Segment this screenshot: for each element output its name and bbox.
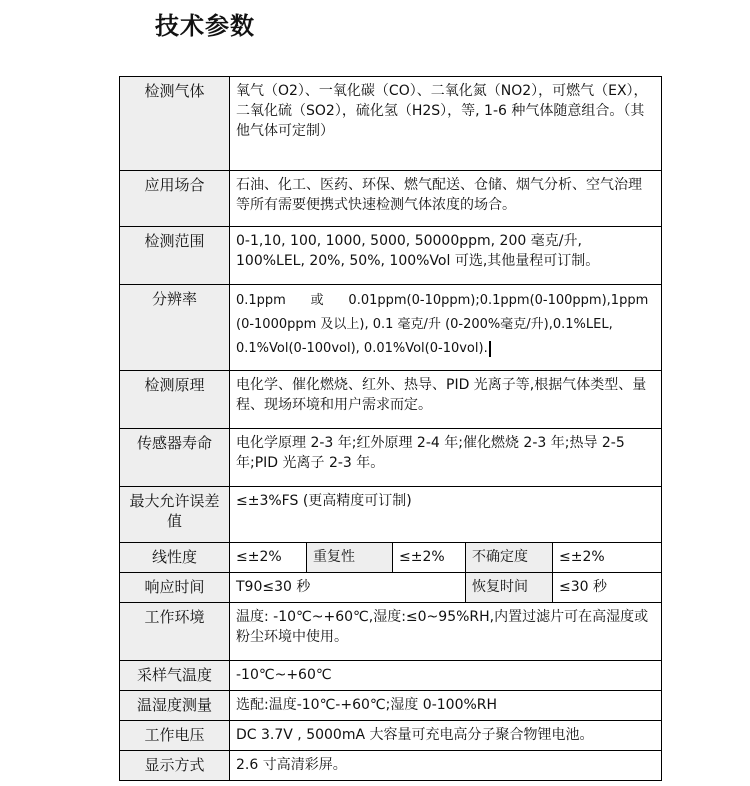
uncertainty-label: 不确定度: [466, 543, 553, 573]
row-label: 最大允许误差值: [120, 487, 230, 543]
row-label: 工作电压: [120, 721, 230, 751]
resolution-line-3: [236, 337, 655, 361]
row-value: T90≤30 秒: [230, 573, 466, 603]
row-label: 显示方式: [120, 751, 230, 781]
row-value: 电化学原理 2-3 年;红外原理 2-4 年;催化燃烧 2-3 年;热导 2-5 年;PID 光离子 2-3 年。: [230, 429, 662, 487]
table-row: [120, 543, 662, 573]
recovery-label: 恢复时间: [466, 573, 553, 603]
row-label: 线性度: [120, 543, 230, 573]
spec-table: [119, 76, 662, 781]
row-label: 检测范围: [120, 227, 230, 285]
table-row: [120, 227, 662, 285]
row-value: -10℃~+60℃: [230, 661, 662, 691]
resolution-line-1: 0.1ppm 或 0.01ppm(0-10ppm);0.1ppm(0-100ppm),1ppm: [236, 293, 649, 308]
table-row: [120, 691, 662, 721]
table-row: [120, 285, 662, 371]
row-label: 应用场合: [120, 171, 230, 227]
table-row: [120, 751, 662, 781]
table-row: [120, 371, 662, 429]
row-value: ≤±2%: [230, 543, 307, 573]
table-row: [120, 171, 662, 227]
row-value: 2.6 寸高清彩屏。: [230, 751, 662, 781]
row-value: 选配:温度-10℃-+60℃;湿度 0-100%RH: [230, 691, 662, 721]
table-row: [120, 573, 662, 603]
row-label: 采样气温度: [120, 661, 230, 691]
text-cursor: [489, 341, 491, 357]
row-label: 响应时间: [120, 573, 230, 603]
row-value: 温度: -10℃~+60℃,湿度:≤0~95%RH,内置过滤片可在高湿度或粉尘环境中使用。: [230, 603, 662, 661]
page-title: 技术参数: [155, 12, 255, 40]
table-row: [120, 721, 662, 751]
row-label: 传感器寿命: [120, 429, 230, 487]
recovery-value: ≤30 秒: [553, 573, 662, 603]
row-value: 石油、化工、医药、环保、燃气配送、仓储、烟气分析、空气治理等所有需要便携式快速检测气体浓度的场合。: [230, 171, 662, 227]
table-row: [120, 487, 662, 543]
row-label: 工作环境: [120, 603, 230, 661]
table-row: [120, 661, 662, 691]
uncertainty-value: ≤±2%: [553, 543, 662, 573]
table-row: [120, 429, 662, 487]
row-label: 检测气体: [120, 77, 230, 171]
repeatability-label: 重复性: [307, 543, 393, 573]
repeatability-value: ≤±2%: [393, 543, 466, 573]
row-value: 氧气（O2）、一氧化碳（CO）、二氧化氮（NO2），可燃气（EX），二氧化硫（SO2），硫化氢（H2S），等, 1-6 种气体随意组合。（其他气体可定制）: [230, 77, 662, 171]
row-label: 温湿度测量: [120, 691, 230, 721]
row-value: DC 3.7V , 5000mA 大容量可充电高分子聚合物锂电池。: [230, 721, 662, 751]
row-label: 检测原理: [120, 371, 230, 429]
resolution-line-2: (0-1000ppm 及以上), 0.1 毫克/升 (0-200%毫克/升),0.1%LEL,: [236, 317, 613, 332]
row-value: [230, 285, 662, 371]
row-value: 电化学、催化燃烧、红外、热导、PID 光离子等,根据气体类型、量程、现场环境和用户需求而定。: [230, 371, 662, 429]
resolution-line-3-text: 0.1%Vol(0-100vol), 0.01%Vol(0-10vol).: [236, 341, 488, 356]
row-label: 分辨率: [120, 285, 230, 371]
row-value: ≤±3%FS (更高精度可订制): [230, 487, 662, 543]
table-row: [120, 77, 662, 171]
row-value: 0-1,10, 100, 1000, 5000, 50000ppm, 200 毫克/升, 100%LEL, 20%, 50%, 100%Vol 可选,其他量程可订制。: [230, 227, 662, 285]
table-row: [120, 603, 662, 661]
